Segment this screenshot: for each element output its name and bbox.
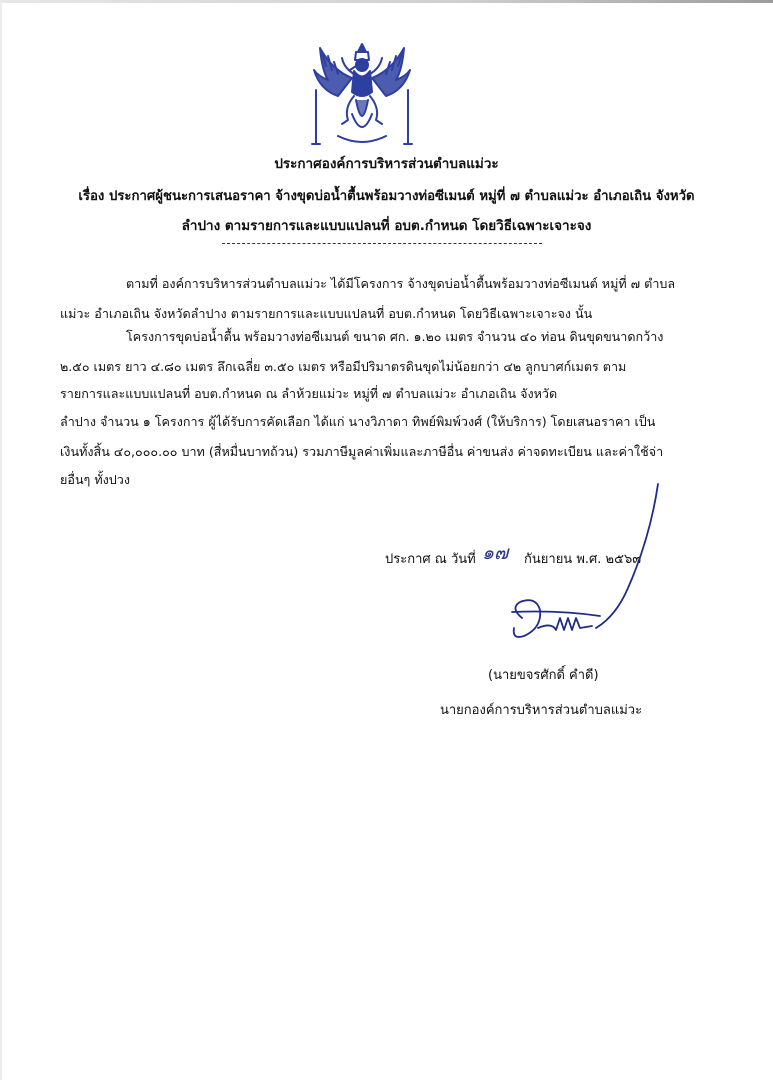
- subject-line-1: เรื่อง ประกาศผู้ชนะการเสนอราคา จ้างขุดบ่อน้ำตื้นพร้อมวางท่อซีเมนต์ หมู่ที่ ๗ ตำบลแม่วะ อำเภอเถิน จังหวัด: [78, 189, 695, 204]
- garuda-emblem-icon: [308, 40, 416, 150]
- body-line: โครงการขุดบ่อน้ำตื้น พร้อมวางท่อซีเมนต์ ขนาด ศก. ๑.๒๐ เมตร จำนวน ๔๐ ท่อน ดินขุดขนาดกว้าง: [126, 329, 664, 344]
- body-line: ตามที่ องค์การบริหารส่วนตำบลแม่วะ ได้มีโครงการ จ้างขุดบ่อน้ำตื้นพร้อมวางท่อซีเมนต์ หมู่ที่ ๗ ตำบล: [126, 276, 676, 291]
- divider-rule: [222, 243, 542, 244]
- body-line: แม่วะ อำเภอเถิน จังหวัดลำปาง ตามรายการและแบบแปลนที่ อบต.กำหนด โดยวิธีเฉพาะเจาะจง นั้น: [60, 306, 593, 321]
- scan-edge-top: [0, 0, 773, 3]
- signature-icon: [500, 478, 680, 658]
- subject-line-2: ลำปาง ตามรายการและแบบแปลนที่ อบต.กำหนด โดยวิธีเฉพาะเจาะจง: [181, 218, 592, 234]
- date-rest: กันยายน พ.ศ. ๒๕๖๓: [524, 552, 642, 567]
- body-line: ๒.๕๐ เมตร ยาว ๔.๘๐ เมตร ลึกเฉลี่ย ๓.๕๐ เมตร หรือมีปริมาตรดินขุดไม่น้อยกว่า ๔๒ ลูกบาศก์เมตร ตาม: [60, 359, 627, 374]
- handwritten-day: ๑๗: [482, 542, 509, 564]
- signer-title: นายกองค์การบริหารส่วนตำบลแม่วะ: [440, 703, 643, 718]
- date-prefix: ประกาศ ณ วันที่: [385, 552, 476, 567]
- signer-name: (นายขจรศักดิ์ คำดี): [488, 668, 599, 683]
- body-line: ยอื่นๆ ทั้งปวง: [60, 472, 130, 487]
- body-line: รายการและแบบแปลนที่ อบต.กำหนด ณ ลำห้วยแม่วะ หมู่ที่ ๗ ตำบลแม่วะ อำเภอเถิน จังหวัด: [60, 386, 558, 401]
- body-line: ลำปาง จำนวน ๑ โครงการ ผู้ได้รับการคัดเลือก ได้แก่ นางวิภาดา ทิพย์พิมพ์วงศ์ (ให้บริการ) โดยเสนอราคา เป็น: [60, 414, 656, 429]
- document-title: ประกาศองค์การบริหารส่วนตำบลแม่วะ: [274, 156, 499, 172]
- body-line: เงินทั้งสิ้น ๔๐,๐๐๐.๐๐ บาท (สี่หมื่นบาทถ้วน) รวมภาษีมูลค่าเพิ่มและภาษีอื่น ค่าขนส่ง ค่าจดทะเบียน และค่าใช้จ่า: [60, 444, 664, 459]
